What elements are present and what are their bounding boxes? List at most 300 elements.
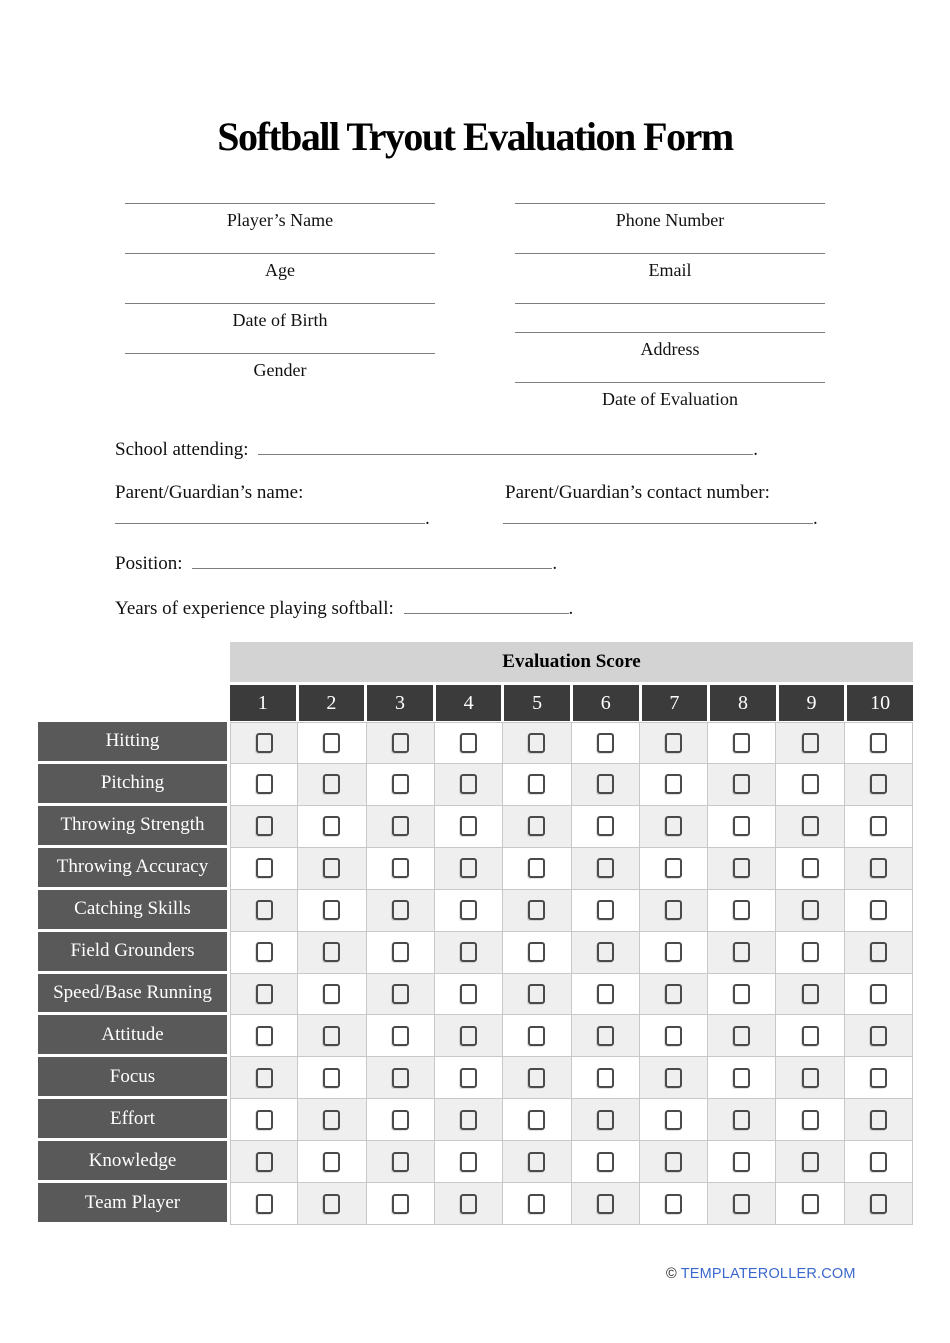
score-cell-team-player-2 xyxy=(298,1183,366,1225)
score-cell-effort-3 xyxy=(367,1099,435,1141)
score-column-9: 9 xyxy=(779,685,845,721)
checkbox-speed-base-running-9[interactable] xyxy=(802,984,819,1004)
checkbox-catching-skills-2[interactable] xyxy=(323,900,340,920)
checkbox-attitude-5[interactable] xyxy=(528,1026,545,1046)
score-cell-knowledge-1 xyxy=(230,1141,298,1183)
score-cell-throwing-strength-3 xyxy=(367,806,435,848)
date-of-birth-label: Date of Birth xyxy=(232,310,328,330)
score-cell-catching-skills-3 xyxy=(367,890,435,932)
checkbox-pitching-1[interactable] xyxy=(256,774,273,794)
checkbox-speed-base-running-1[interactable] xyxy=(256,984,273,1004)
footer xyxy=(666,1266,856,1282)
score-cell-effort-1 xyxy=(230,1099,298,1141)
checkbox-catching-skills-5[interactable] xyxy=(528,900,545,920)
checkbox-hitting-8[interactable] xyxy=(733,733,750,753)
checkbox-field-grounders-4[interactable] xyxy=(460,942,477,962)
period: . xyxy=(753,439,759,460)
skill-label-catching-skills: Catching Skills xyxy=(38,890,230,932)
score-cell-catching-skills-5 xyxy=(503,890,571,932)
score-cell-hitting-1 xyxy=(230,722,298,764)
checkbox-pitching-2[interactable] xyxy=(323,774,340,794)
skill-label-hitting: Hitting xyxy=(38,722,230,764)
checkbox-focus-3[interactable] xyxy=(392,1068,409,1088)
skill-label-throwing-accuracy: Throwing Accuracy xyxy=(38,848,230,890)
checkbox-attitude-1[interactable] xyxy=(256,1026,273,1046)
checkbox-effort-7[interactable] xyxy=(665,1110,682,1130)
checkbox-knowledge-3[interactable] xyxy=(392,1152,409,1172)
checkbox-attitude-9[interactable] xyxy=(802,1026,819,1046)
score-cell-throwing-accuracy-4 xyxy=(435,848,503,890)
evaluation-grid xyxy=(38,722,913,1225)
skill-label-focus: Focus xyxy=(38,1057,230,1099)
score-cell-field-grounders-4 xyxy=(435,932,503,974)
checkbox-focus-10[interactable] xyxy=(870,1068,887,1088)
score-cell-throwing-strength-2 xyxy=(298,806,366,848)
checkbox-throwing-accuracy-1[interactable] xyxy=(256,858,273,878)
score-cell-hitting-10 xyxy=(845,722,913,764)
checkbox-team-player-9[interactable] xyxy=(802,1194,819,1214)
score-cell-effort-4 xyxy=(435,1099,503,1141)
skill-label-team-player: Team Player xyxy=(38,1183,230,1225)
skill-label-pitching: Pitching xyxy=(38,764,230,806)
checkbox-speed-base-running-4[interactable] xyxy=(460,984,477,1004)
checkbox-team-player-5[interactable] xyxy=(528,1194,545,1214)
score-cell-speed-base-running-8 xyxy=(708,974,776,1016)
skill-label-knowledge: Knowledge xyxy=(38,1141,230,1183)
school-attending-row xyxy=(115,437,758,461)
checkbox-field-grounders-5[interactable] xyxy=(528,942,545,962)
position-label: Position: xyxy=(115,553,183,574)
age-label: Age xyxy=(265,260,295,280)
player-s-name-label: Player’s Name xyxy=(226,210,334,230)
skill-label-throwing-strength: Throwing Strength xyxy=(38,806,230,848)
age-line[interactable] xyxy=(125,253,435,254)
school-attending-input[interactable] xyxy=(258,437,753,455)
checkbox-catching-skills-8[interactable] xyxy=(733,900,750,920)
period: . xyxy=(425,508,430,529)
score-cell-effort-2 xyxy=(298,1099,366,1141)
checkbox-throwing-strength-7[interactable] xyxy=(665,816,682,836)
score-cell-knowledge-9 xyxy=(776,1141,844,1183)
score-cell-speed-base-running-4 xyxy=(435,974,503,1016)
score-cell-knowledge-5 xyxy=(503,1141,571,1183)
checkbox-throwing-accuracy-4[interactable] xyxy=(460,858,477,878)
checkbox-catching-skills-10[interactable] xyxy=(870,900,887,920)
checkbox-effort-6[interactable] xyxy=(597,1110,614,1130)
score-cell-throwing-strength-10 xyxy=(845,806,913,848)
checkbox-catching-skills-7[interactable] xyxy=(665,900,682,920)
score-cell-pitching-7 xyxy=(640,764,708,806)
score-cell-focus-2 xyxy=(298,1057,366,1099)
score-cell-team-player-9 xyxy=(776,1183,844,1225)
score-cell-effort-6 xyxy=(572,1099,640,1141)
score-cell-attitude-1 xyxy=(230,1015,298,1057)
checkbox-knowledge-6[interactable] xyxy=(597,1152,614,1172)
date-of-evaluation-label: Date of Evaluation xyxy=(602,389,738,409)
score-cell-team-player-8 xyxy=(708,1183,776,1225)
score-cell-attitude-2 xyxy=(298,1015,366,1057)
score-cell-field-grounders-5 xyxy=(503,932,571,974)
checkbox-catching-skills-6[interactable] xyxy=(597,900,614,920)
score-column-3: 3 xyxy=(367,685,433,721)
score-cell-throwing-accuracy-10 xyxy=(845,848,913,890)
checkbox-speed-base-running-7[interactable] xyxy=(665,984,682,1004)
email-line[interactable] xyxy=(515,253,825,254)
checkbox-hitting-2[interactable] xyxy=(323,733,340,753)
score-cell-focus-4 xyxy=(435,1057,503,1099)
checkbox-field-grounders-6[interactable] xyxy=(597,942,614,962)
score-cell-hitting-9 xyxy=(776,722,844,764)
score-cell-attitude-5 xyxy=(503,1015,571,1057)
score-cell-team-player-5 xyxy=(503,1183,571,1225)
score-cell-throwing-accuracy-2 xyxy=(298,848,366,890)
score-cell-focus-6 xyxy=(572,1057,640,1099)
score-column-2: 2 xyxy=(299,685,365,721)
period: . xyxy=(568,598,574,619)
checkbox-throwing-accuracy-7[interactable] xyxy=(665,858,682,878)
skill-label-attitude: Attitude xyxy=(38,1015,230,1057)
score-cell-throwing-accuracy-5 xyxy=(503,848,571,890)
score-cell-knowledge-7 xyxy=(640,1141,708,1183)
checkbox-hitting-5[interactable] xyxy=(528,733,545,753)
score-cell-attitude-6 xyxy=(572,1015,640,1057)
score-column-7: 7 xyxy=(642,685,708,721)
checkbox-speed-base-running-5[interactable] xyxy=(528,984,545,1004)
checkbox-team-player-2[interactable] xyxy=(323,1194,340,1214)
score-column-5: 5 xyxy=(504,685,570,721)
checkbox-throwing-strength-3[interactable] xyxy=(392,816,409,836)
position-row xyxy=(115,551,557,575)
score-cell-knowledge-10 xyxy=(845,1141,913,1183)
checkbox-focus-4[interactable] xyxy=(460,1068,477,1088)
checkbox-throwing-strength-6[interactable] xyxy=(597,816,614,836)
checkbox-attitude-10[interactable] xyxy=(870,1026,887,1046)
period: . xyxy=(813,508,818,529)
checkbox-attitude-4[interactable] xyxy=(460,1026,477,1046)
checkbox-speed-base-running-10[interactable] xyxy=(870,984,887,1004)
score-cell-speed-base-running-6 xyxy=(572,974,640,1016)
score-cell-effort-5 xyxy=(503,1099,571,1141)
score-cell-focus-8 xyxy=(708,1057,776,1099)
checkbox-effort-9[interactable] xyxy=(802,1110,819,1130)
score-cell-speed-base-running-5 xyxy=(503,974,571,1016)
score-cell-focus-3 xyxy=(367,1057,435,1099)
checkbox-team-player-10[interactable] xyxy=(870,1194,887,1214)
score-cell-knowledge-6 xyxy=(572,1141,640,1183)
score-column-10: 10 xyxy=(847,685,913,721)
checkbox-field-grounders-9[interactable] xyxy=(802,942,819,962)
score-cell-field-grounders-7 xyxy=(640,932,708,974)
checkbox-knowledge-9[interactable] xyxy=(802,1152,819,1172)
score-cell-throwing-strength-5 xyxy=(503,806,571,848)
checkbox-speed-base-running-3[interactable] xyxy=(392,984,409,1004)
checkbox-effort-5[interactable] xyxy=(528,1110,545,1130)
score-cell-team-player-1 xyxy=(230,1183,298,1225)
checkbox-focus-9[interactable] xyxy=(802,1068,819,1088)
score-cell-speed-base-running-2 xyxy=(298,974,366,1016)
checkbox-attitude-7[interactable] xyxy=(665,1026,682,1046)
checkbox-pitching-10[interactable] xyxy=(870,774,887,794)
score-cell-throwing-strength-8 xyxy=(708,806,776,848)
checkbox-pitching-5[interactable] xyxy=(528,774,545,794)
checkbox-knowledge-8[interactable] xyxy=(733,1152,750,1172)
checkbox-effort-10[interactable] xyxy=(870,1110,887,1130)
parent-name-label: Parent/Guardian’s name: xyxy=(115,482,304,503)
score-cell-hitting-5 xyxy=(503,722,571,764)
checkbox-pitching-3[interactable] xyxy=(392,774,409,794)
checkbox-catching-skills-9[interactable] xyxy=(802,900,819,920)
score-cell-team-player-3 xyxy=(367,1183,435,1225)
score-cell-effort-10 xyxy=(845,1099,913,1141)
score-cell-knowledge-4 xyxy=(435,1141,503,1183)
score-cell-catching-skills-10 xyxy=(845,890,913,932)
email-label: Email xyxy=(648,260,692,280)
checkbox-field-grounders-7[interactable] xyxy=(665,942,682,962)
position-input[interactable] xyxy=(192,551,552,569)
checkbox-knowledge-5[interactable] xyxy=(528,1152,545,1172)
score-cell-field-grounders-1 xyxy=(230,932,298,974)
checkbox-attitude-6[interactable] xyxy=(597,1026,614,1046)
score-cell-hitting-4 xyxy=(435,722,503,764)
checkbox-team-player-6[interactable] xyxy=(597,1194,614,1214)
checkbox-attitude-8[interactable] xyxy=(733,1026,750,1046)
checkbox-speed-base-running-2[interactable] xyxy=(323,984,340,1004)
score-cell-pitching-10 xyxy=(845,764,913,806)
parent-contact-label: Parent/Guardian’s contact number: xyxy=(505,482,770,503)
score-cell-knowledge-8 xyxy=(708,1141,776,1183)
gender-label: Gender xyxy=(253,360,307,380)
checkbox-pitching-8[interactable] xyxy=(733,774,750,794)
score-cell-pitching-2 xyxy=(298,764,366,806)
score-cell-effort-9 xyxy=(776,1099,844,1141)
checkbox-hitting-7[interactable] xyxy=(665,733,682,753)
score-cell-throwing-accuracy-6 xyxy=(572,848,640,890)
checkbox-throwing-strength-1[interactable] xyxy=(256,816,273,836)
score-column-1: 1 xyxy=(230,685,296,721)
score-cell-team-player-7 xyxy=(640,1183,708,1225)
score-cell-team-player-4 xyxy=(435,1183,503,1225)
score-column-4: 4 xyxy=(436,685,502,721)
score-cell-knowledge-2 xyxy=(298,1141,366,1183)
period: . xyxy=(552,553,558,574)
checkbox-catching-skills-1[interactable] xyxy=(256,900,273,920)
skill-label-speed-base-running: Speed/Base Running xyxy=(38,974,230,1016)
checkbox-focus-7[interactable] xyxy=(665,1068,682,1088)
score-cell-attitude-4 xyxy=(435,1015,503,1057)
checkbox-team-player-7[interactable] xyxy=(665,1194,682,1214)
score-cell-pitching-8 xyxy=(708,764,776,806)
checkbox-hitting-4[interactable] xyxy=(460,733,477,753)
date-of-evaluation-line[interactable] xyxy=(515,382,825,383)
experience-row xyxy=(115,596,573,620)
score-cell-field-grounders-3 xyxy=(367,932,435,974)
phone-number-label: Phone Number xyxy=(615,210,725,230)
score-cell-catching-skills-8 xyxy=(708,890,776,932)
score-cell-field-grounders-6 xyxy=(572,932,640,974)
score-cell-throwing-accuracy-9 xyxy=(776,848,844,890)
checkbox-hitting-9[interactable] xyxy=(802,733,819,753)
score-cell-hitting-7 xyxy=(640,722,708,764)
checkbox-pitching-9[interactable] xyxy=(802,774,819,794)
checkbox-throwing-accuracy-10[interactable] xyxy=(870,858,887,878)
checkbox-knowledge-10[interactable] xyxy=(870,1152,887,1172)
checkbox-throwing-accuracy-5[interactable] xyxy=(528,858,545,878)
checkbox-hitting-3[interactable] xyxy=(392,733,409,753)
checkbox-throwing-accuracy-6[interactable] xyxy=(597,858,614,878)
date-of-birth-line[interactable] xyxy=(125,303,435,304)
score-cell-attitude-9 xyxy=(776,1015,844,1057)
score-cell-speed-base-running-9 xyxy=(776,974,844,1016)
score-cell-catching-skills-2 xyxy=(298,890,366,932)
checkbox-knowledge-7[interactable] xyxy=(665,1152,682,1172)
checkbox-knowledge-2[interactable] xyxy=(323,1152,340,1172)
score-cell-pitching-5 xyxy=(503,764,571,806)
checkbox-effort-3[interactable] xyxy=(392,1110,409,1130)
checkbox-team-player-1[interactable] xyxy=(256,1194,273,1214)
score-cell-speed-base-running-7 xyxy=(640,974,708,1016)
score-cell-throwing-accuracy-7 xyxy=(640,848,708,890)
checkbox-pitching-4[interactable] xyxy=(460,774,477,794)
checkbox-throwing-strength-4[interactable] xyxy=(460,816,477,836)
score-cell-throwing-accuracy-8 xyxy=(708,848,776,890)
gender-line[interactable] xyxy=(125,353,435,354)
checkbox-focus-1[interactable] xyxy=(256,1068,273,1088)
score-cell-pitching-6 xyxy=(572,764,640,806)
page-title: Softball Tryout Evaluation Form xyxy=(217,114,733,159)
score-cell-catching-skills-9 xyxy=(776,890,844,932)
checkbox-field-grounders-8[interactable] xyxy=(733,942,750,962)
score-column-header-row xyxy=(230,685,913,721)
score-cell-focus-5 xyxy=(503,1057,571,1099)
score-cell-attitude-7 xyxy=(640,1015,708,1057)
checkbox-focus-8[interactable] xyxy=(733,1068,750,1088)
score-cell-field-grounders-9 xyxy=(776,932,844,974)
checkbox-throwing-accuracy-3[interactable] xyxy=(392,858,409,878)
score-cell-catching-skills-4 xyxy=(435,890,503,932)
checkbox-hitting-1[interactable] xyxy=(256,733,273,753)
score-cell-catching-skills-6 xyxy=(572,890,640,932)
score-cell-catching-skills-7 xyxy=(640,890,708,932)
score-cell-focus-1 xyxy=(230,1057,298,1099)
checkbox-team-player-3[interactable] xyxy=(392,1194,409,1214)
checkbox-throwing-accuracy-2[interactable] xyxy=(323,858,340,878)
checkbox-throwing-strength-2[interactable] xyxy=(323,816,340,836)
score-cell-throwing-strength-7 xyxy=(640,806,708,848)
checkbox-field-grounders-2[interactable] xyxy=(323,942,340,962)
address-label: Address xyxy=(640,339,700,359)
checkbox-attitude-2[interactable] xyxy=(323,1026,340,1046)
score-cell-pitching-9 xyxy=(776,764,844,806)
address-line[interactable] xyxy=(515,303,825,304)
score-column-8: 8 xyxy=(710,685,776,721)
checkbox-focus-6[interactable] xyxy=(597,1068,614,1088)
checkbox-field-grounders-1[interactable] xyxy=(256,942,273,962)
phone-number-line[interactable] xyxy=(515,203,825,204)
checkbox-hitting-6[interactable] xyxy=(597,733,614,753)
checkbox-effort-4[interactable] xyxy=(460,1110,477,1130)
score-cell-speed-base-running-10 xyxy=(845,974,913,1016)
checkbox-knowledge-4[interactable] xyxy=(460,1152,477,1172)
checkbox-team-player-4[interactable] xyxy=(460,1194,477,1214)
checkbox-field-grounders-10[interactable] xyxy=(870,942,887,962)
score-cell-speed-base-running-1 xyxy=(230,974,298,1016)
checkbox-field-grounders-3[interactable] xyxy=(392,942,409,962)
checkbox-speed-base-running-8[interactable] xyxy=(733,984,750,1004)
score-cell-pitching-4 xyxy=(435,764,503,806)
checkbox-attitude-3[interactable] xyxy=(392,1026,409,1046)
score-cell-effort-8 xyxy=(708,1099,776,1141)
score-cell-team-player-10 xyxy=(845,1183,913,1225)
score-cell-field-grounders-10 xyxy=(845,932,913,974)
parent-contact-input[interactable] xyxy=(503,506,813,524)
score-cell-throwing-strength-4 xyxy=(435,806,503,848)
checkbox-throwing-strength-5[interactable] xyxy=(528,816,545,836)
score-cell-hitting-8 xyxy=(708,722,776,764)
skill-label-effort: Effort xyxy=(38,1099,230,1141)
score-cell-attitude-10 xyxy=(845,1015,913,1057)
score-cell-catching-skills-1 xyxy=(230,890,298,932)
score-cell-throwing-accuracy-3 xyxy=(367,848,435,890)
score-cell-hitting-3 xyxy=(367,722,435,764)
score-cell-team-player-6 xyxy=(572,1183,640,1225)
checkbox-throwing-strength-10[interactable] xyxy=(870,816,887,836)
checkbox-effort-2[interactable] xyxy=(323,1110,340,1130)
score-cell-speed-base-running-3 xyxy=(367,974,435,1016)
address-line[interactable] xyxy=(515,332,825,333)
checkbox-focus-2[interactable] xyxy=(323,1068,340,1088)
checkbox-team-player-8[interactable] xyxy=(733,1194,750,1214)
score-cell-field-grounders-2 xyxy=(298,932,366,974)
score-cell-pitching-3 xyxy=(367,764,435,806)
checkbox-catching-skills-3[interactable] xyxy=(392,900,409,920)
checkbox-pitching-6[interactable] xyxy=(597,774,614,794)
score-cell-throwing-strength-1 xyxy=(230,806,298,848)
checkbox-focus-5[interactable] xyxy=(528,1068,545,1088)
copyright-symbol: © xyxy=(666,1266,677,1282)
score-cell-hitting-2 xyxy=(298,722,366,764)
score-cell-field-grounders-8 xyxy=(708,932,776,974)
school-attending-label: School attending: xyxy=(115,439,249,460)
skill-label-field-grounders: Field Grounders xyxy=(38,932,230,974)
checkbox-effort-1[interactable] xyxy=(256,1110,273,1130)
score-cell-knowledge-3 xyxy=(367,1141,435,1183)
checkbox-hitting-10[interactable] xyxy=(870,733,887,753)
score-cell-attitude-3 xyxy=(367,1015,435,1057)
templateroller-link[interactable]: TEMPLATEROLLER.COM xyxy=(680,1266,856,1282)
checkbox-throwing-accuracy-9[interactable] xyxy=(802,858,819,878)
checkbox-throwing-accuracy-8[interactable] xyxy=(733,858,750,878)
checkbox-catching-skills-4[interactable] xyxy=(460,900,477,920)
score-cell-throwing-accuracy-1 xyxy=(230,848,298,890)
score-cell-focus-9 xyxy=(776,1057,844,1099)
checkbox-throwing-strength-8[interactable] xyxy=(733,816,750,836)
checkbox-pitching-7[interactable] xyxy=(665,774,682,794)
score-cell-focus-10 xyxy=(845,1057,913,1099)
score-cell-hitting-6 xyxy=(572,722,640,764)
checkbox-throwing-strength-9[interactable] xyxy=(802,816,819,836)
evaluation-score-header: Evaluation Score xyxy=(230,642,913,682)
checkbox-speed-base-running-6[interactable] xyxy=(597,984,614,1004)
player-s-name-line[interactable] xyxy=(125,203,435,204)
score-column-6: 6 xyxy=(573,685,639,721)
score-cell-effort-7 xyxy=(640,1099,708,1141)
checkbox-effort-8[interactable] xyxy=(733,1110,750,1130)
score-cell-attitude-8 xyxy=(708,1015,776,1057)
experience-input[interactable] xyxy=(404,596,569,614)
score-cell-throwing-strength-9 xyxy=(776,806,844,848)
parent-name-input[interactable] xyxy=(115,506,425,524)
checkbox-knowledge-1[interactable] xyxy=(256,1152,273,1172)
